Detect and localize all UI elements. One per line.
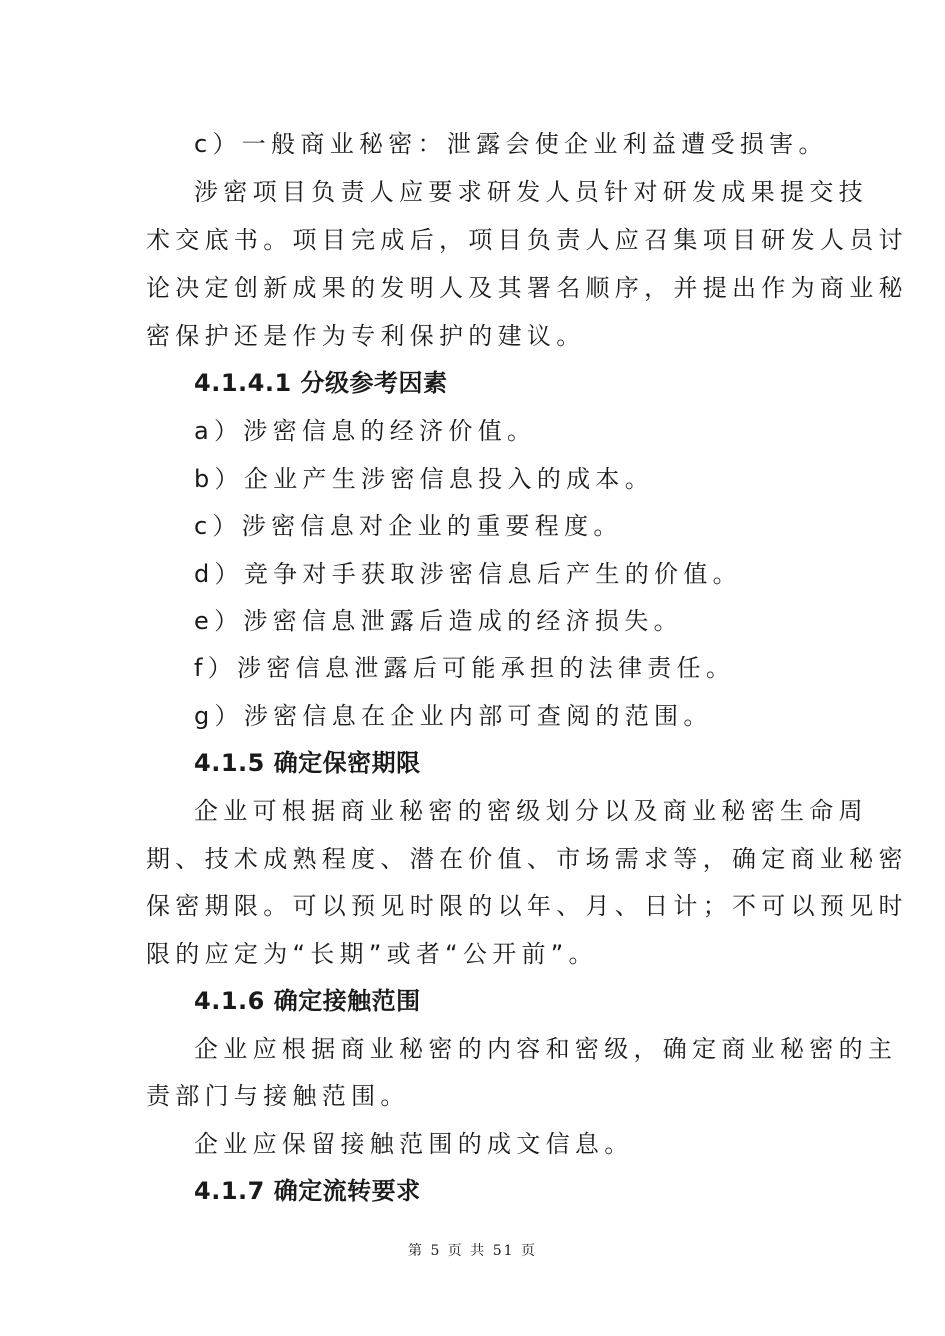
paragraph-line: 企业应根据商业秘密的内容和密级，确定商业秘密的主 xyxy=(194,1035,898,1063)
list-item: b）企业产生涉密信息投入的成本。 xyxy=(194,465,655,493)
paragraph-line: 论决定创新成果的发明人及其署名顺序，并提出作为商业秘 xyxy=(146,274,908,302)
paragraph-line: 期、技术成熟程度、潜在价值、市场需求等，确定商业秘密 xyxy=(146,845,908,873)
paragraph-line: c）一般商业秘密：泄露会使企业利益遭受损害。 xyxy=(194,130,828,158)
list-item: a）涉密信息的经济价值。 xyxy=(194,417,537,445)
list-item: e）涉密信息泄露后造成的经济损失。 xyxy=(194,607,683,635)
list-item: f）涉密信息泄露后可能承担的法律责任。 xyxy=(194,654,736,682)
list-item: d）竞争对手获取涉密信息后产生的价值。 xyxy=(194,560,742,588)
paragraph-line: 涉密项目负责人应要求研发人员针对研发成果提交技 xyxy=(194,178,868,206)
paragraph-line: 企业应保留接触范围的成文信息。 xyxy=(194,1130,634,1158)
paragraph-line: 责部门与接触范围。 xyxy=(146,1082,410,1110)
paragraph-line: 密保护还是作为专利保护的建议。 xyxy=(146,322,586,350)
paragraph-line: 企业可根据商业秘密的密级划分以及商业秘密生命周 xyxy=(194,797,868,825)
section-heading: 4.1.5 确定保密期限 xyxy=(194,749,421,777)
list-item: c）涉密信息对企业的重要程度。 xyxy=(194,512,623,540)
page-number-footer: 第 5 页 共 51 页 xyxy=(408,1243,537,1259)
section-heading: 4.1.6 确定接触范围 xyxy=(194,987,421,1015)
section-heading: 4.1.7 确定流转要求 xyxy=(194,1177,421,1205)
paragraph-line: 限的应定为“长期”或者“公开前”。 xyxy=(146,940,598,968)
section-heading: 4.1.4.1 分级参考因素 xyxy=(194,369,448,397)
paragraph-line: 保密期限。可以预见时限的以年、月、日计；不可以预见时 xyxy=(146,892,908,920)
list-item: g）涉密信息在企业内部可查阅的范围。 xyxy=(194,702,713,730)
paragraph-line: 术交底书。项目完成后，项目负责人应召集项目研发人员讨 xyxy=(146,226,908,254)
